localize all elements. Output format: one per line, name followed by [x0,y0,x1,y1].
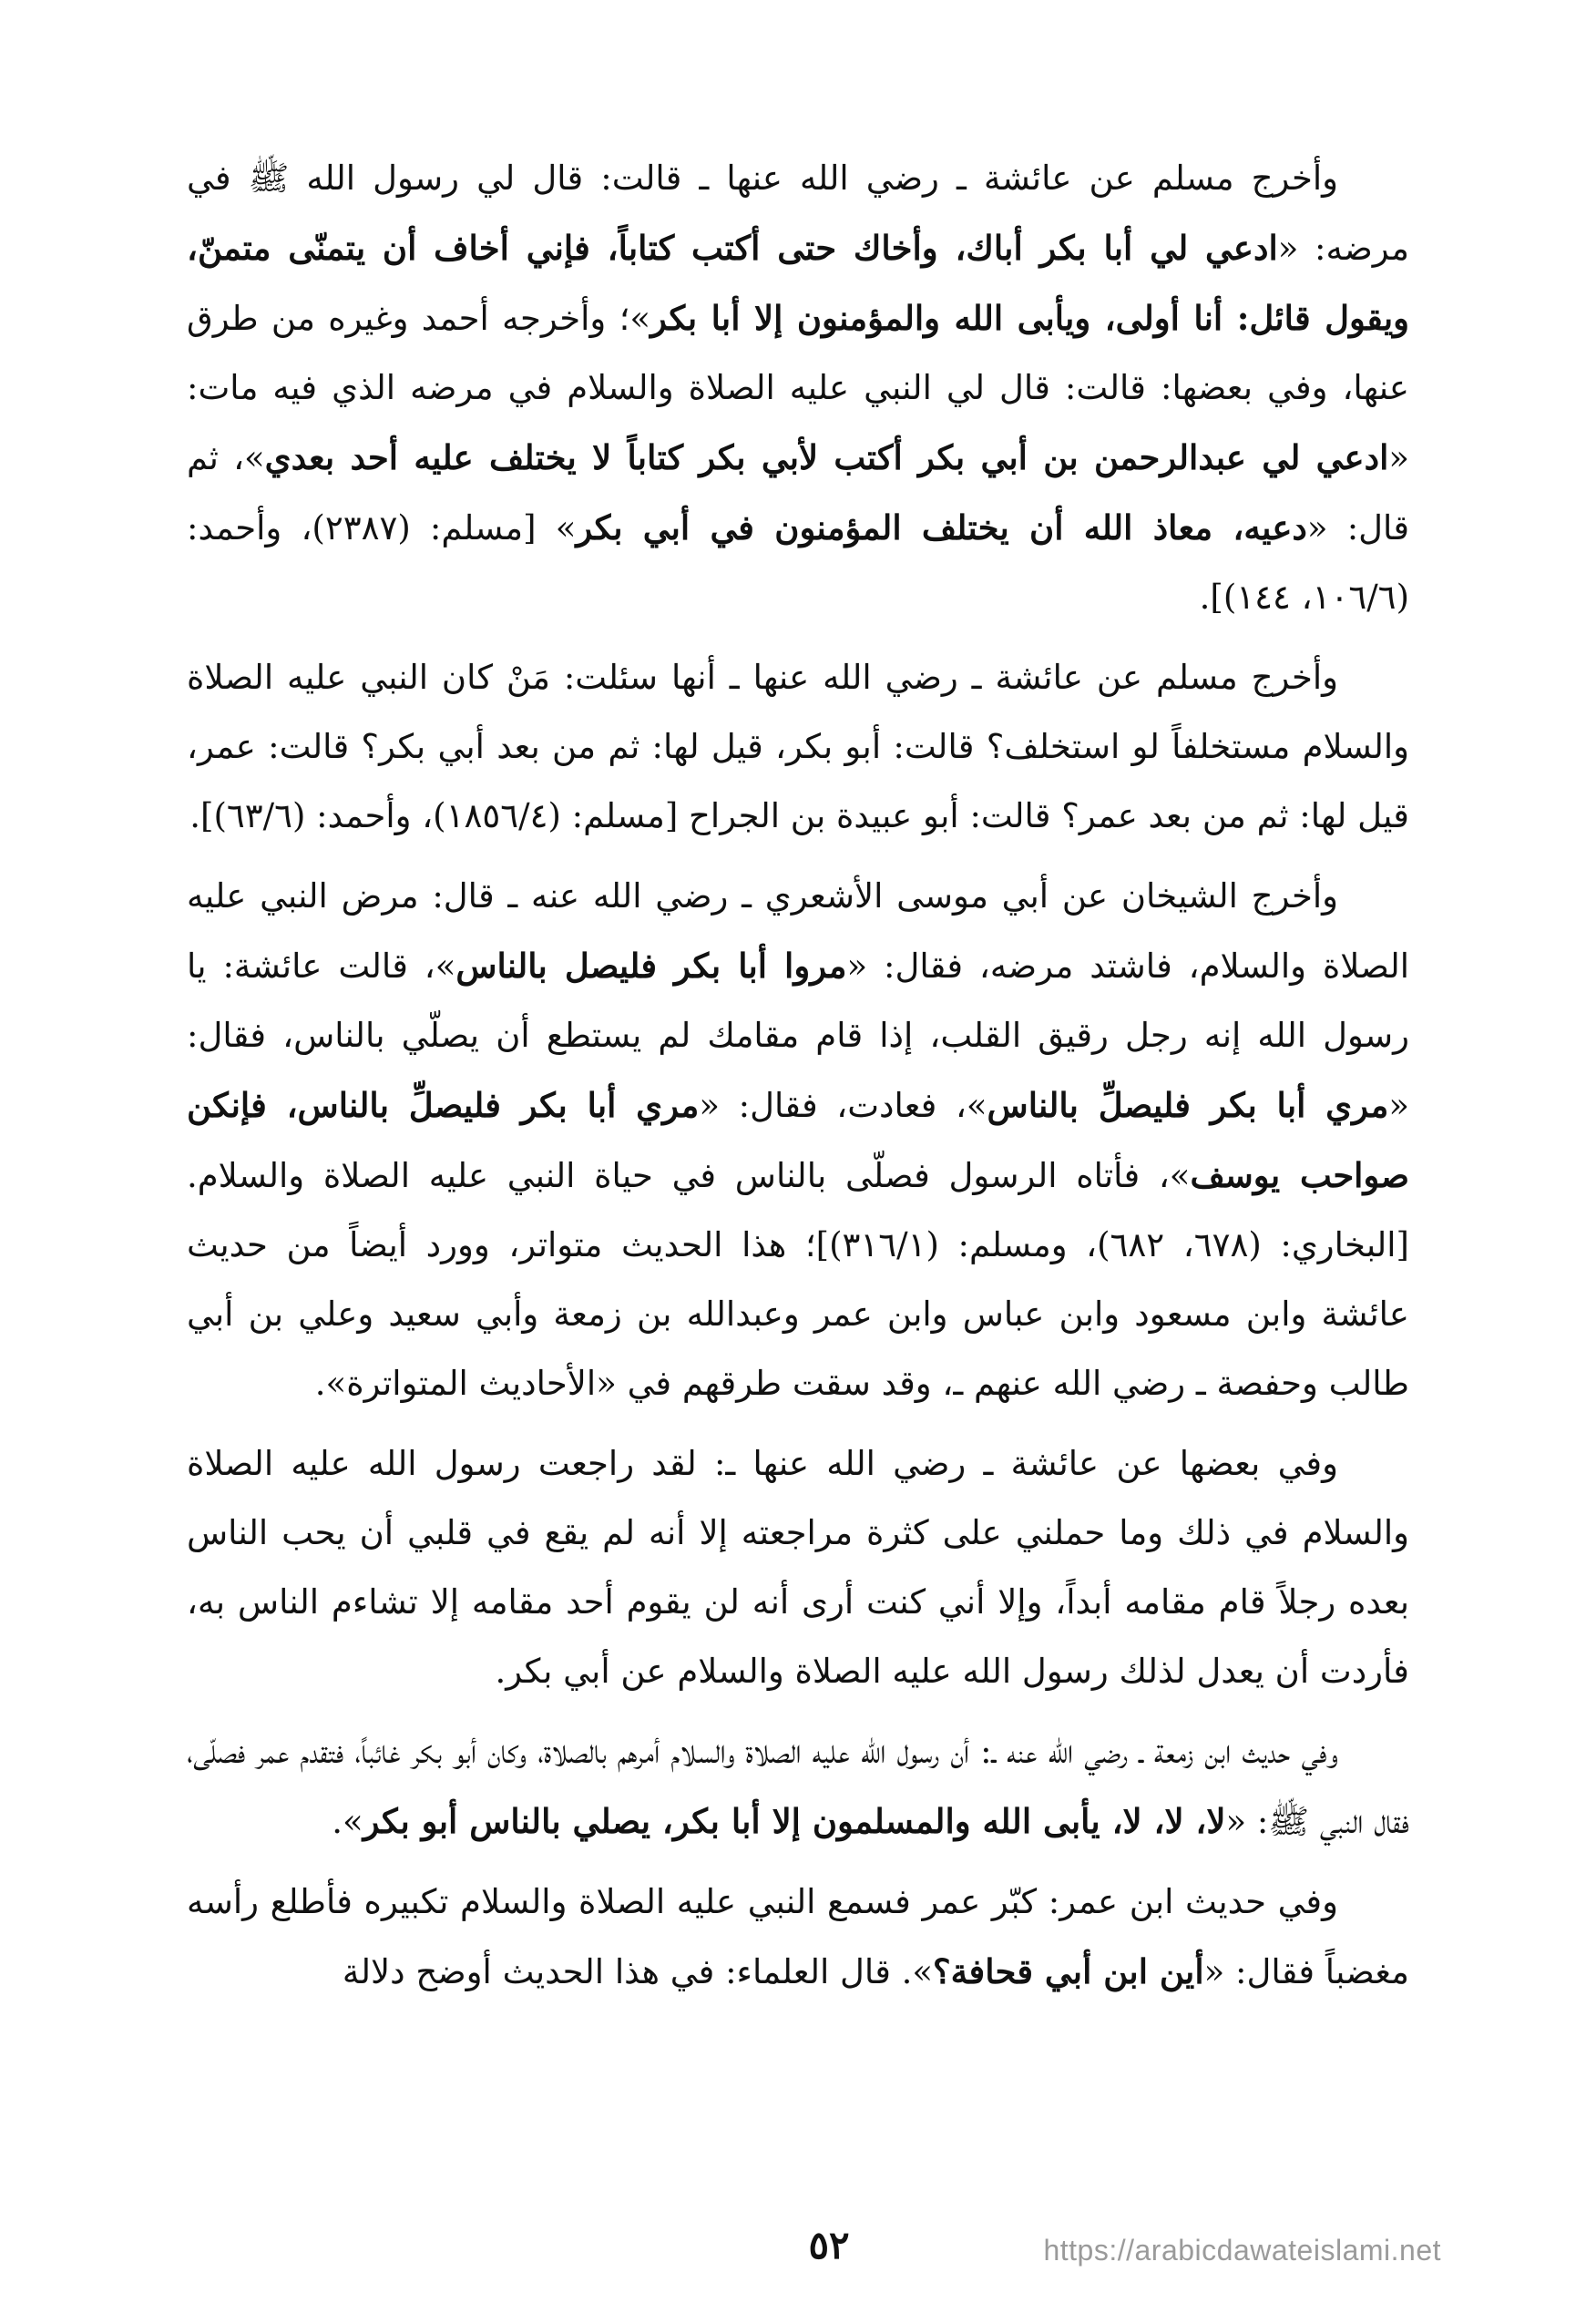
text-segment: »، فأتاه الرسول فصلّى بالناس في حياة النبي عليه الصلاة والسلام. [البخاري: (٦٧٨، ٦٨٢)، ومسلم: (٣١٦/١)]؛ هذا الحديث متواتر، وورد أيضاً من حديث عائشة وابن مسعود وابن عباس وابن عمر وعبدالله بن زمعة وأبي سعيد وعلي بن أبي طالب وحفصة ـ رضي الله عنهم ـ، وقد سقت طرقهم في «الأحاديث المتواترة». [187,1156,1409,1403]
page-number: ٥٢ [808,2223,850,2267]
paragraph [187,1429,1409,1706]
text-segment: وأخرج مسلم عن عائشة ـ رضي الله عنها ـ قالت: قال لي رسول الله ﷺ في مرضه: « [187,159,1410,268]
hadith-quote: لا، لا، لا، يأبى الله والمسلمون إلا أبا بكر، يصلي بالناس أبو بكر [363,1801,1226,1841]
hadith-quote: دعيه، معاذ الله أن يختلف المؤمنون في أبي بكر [576,507,1307,548]
text-segment: وأخرج الشيخان عن أبي موسى الأشعري ـ رضي الله عنه ـ قال: مرض النبي عليه الصلاة والسلام، فاشتد مرضه، فقال: « [187,876,1410,986]
hadith-quote: ادعي لي أبا بكر أباك، وأخاك حتى أكتب كتاباً، فإني أخاف أن يتمنّى متمنّ، ويقول قائل: أنا أولى، ويأبى الله والمؤمنون إلا أبا بكر [187,228,1409,338]
hadith-quote: أين ابن أبي قحافة؟ [933,1951,1204,1991]
text-segment: ». قال العلماء: في هذا الحديث أوضح دلالة [342,1952,934,1991]
text-segment: »، ثم قال: « [187,438,1410,548]
paragraph [187,144,1409,632]
text-segment: وفي حديث ابن عمر: كبّر عمر فسمع النبي عليه الصلاة والسلام تكبيره فأطلع رأسه مغضباً فقال: « [187,1882,1409,1991]
hadith-quote: مروا أبا بكر فليصل بالناس [455,946,847,986]
paragraph [187,643,1409,851]
text-segment: وأخرج مسلم عن عائشة ـ رضي الله عنها ـ أنها سئلت: مَنْ كان النبي عليه الصلاة والسلام مستخلفاً لو استخلف؟ قالت: أبو بكر، قيل لها: ثم من بعد أبي بكر؟ قالت: عمر، قيل لها: ثم من بعد عمر؟ قالت: أبو عبيدة بن الجراح [مسلم: (١٨٥٦/٤)، وأحمد: (٦٣/٦)]. [187,658,1409,835]
paragraph [187,862,1409,1418]
text-segment: »، فعادت، فقال: « [699,1086,987,1125]
hadith-quote: مري أبا بكر فليصلِّ بالناس [987,1085,1389,1125]
text-segment: »، قالت عائشة: يا رسول الله إنه رجل رقيق القلب، إذا قام مقامك لم يستطع أن يصلّي بالناس، فقال: « [187,947,1409,1125]
text-segment: ». [332,1802,363,1841]
hadith-quote: مري أبا بكر فليصلِّ بالناس، فإنكن صواحب يوسف [187,1085,1409,1195]
paragraph [187,1717,1409,1857]
hadith-quote: ادعي لي عبدالرحمن بن أبي بكر أكتب لأبي بكر كتاباً لا يختلف عليه أحد بعدي [264,437,1389,477]
paragraph [187,1868,1409,2007]
text-segment: وفي حديث ابن زمعة ـ رضي الله عنه ـ: أن رسول الله عليه الصلاة والسلام أمرهم بالصلاة، وكان أبو بكر غائباً، فتقدم عمر فصلّى، فقال النبي ﷺ: « [187,1732,1409,1841]
body-text [187,144,1409,2018]
watermark-url: https://arabicdawateislami.net [1043,2234,1441,2267]
text-segment: »؛ وأخرجه أحمد وغيره من طرق عنها، وفي بعضها: قالت: قال لي النبي عليه الصلاة والسلام في مرضه الذي فيه مات: « [187,299,1409,477]
text-segment: » [مسلم: (٢٣٨٧)، وأحمد: (١٠٦/٦، ١٤٤)]. [187,508,1409,617]
text-segment: وفي بعضها عن عائشة ـ رضي الله عنها ـ: لقد راجعت رسول الله عليه الصلاة والسلام في ذلك وما حملني على كثرة مراجعته إلا أنه لم يقع في قلبي أن يحب الناس بعده رجلاً قام مقامه أبداً، وإلا أني كنت أرى أنه لن يقوم أحد مقامه إلا تشاءم الناس به، فأردت أن يعدل لذلك رسول الله عليه الصلاة والسلام عن أبي بكر. [187,1444,1409,1691]
